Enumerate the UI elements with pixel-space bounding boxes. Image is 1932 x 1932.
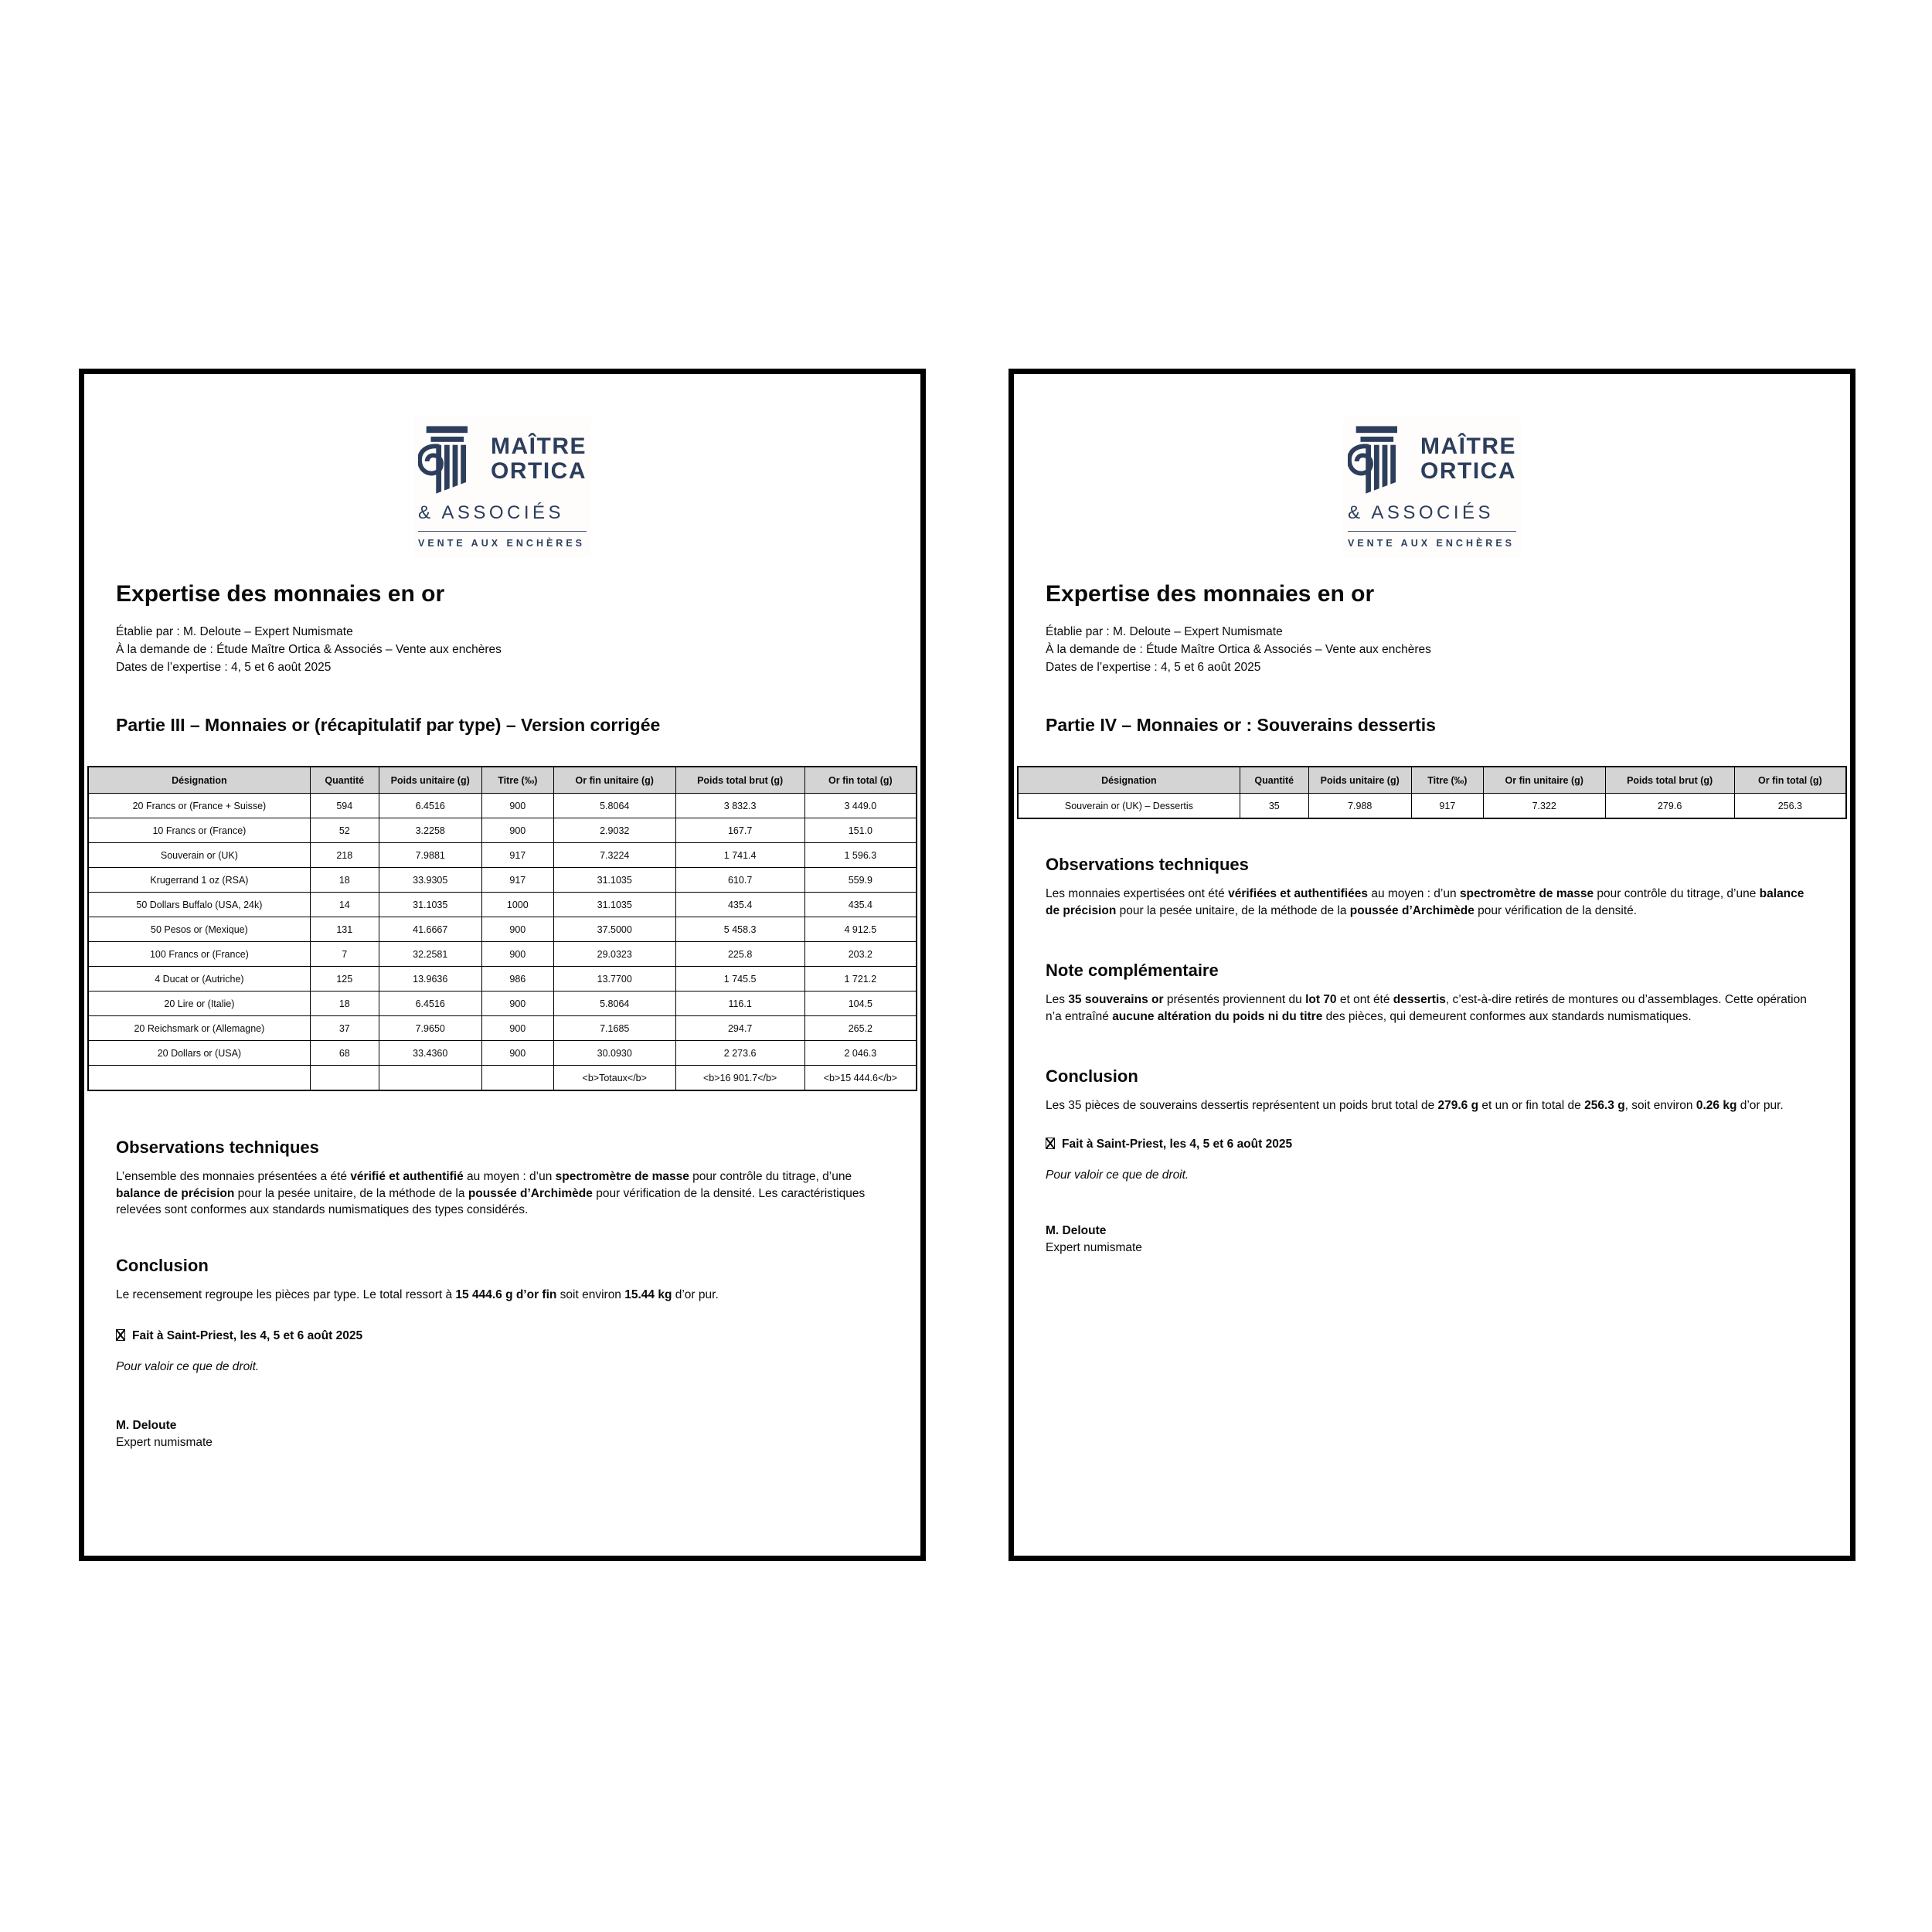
col-quantite: Quantité bbox=[310, 767, 379, 794]
table-cell: 917 bbox=[1411, 794, 1483, 819]
meta-requester: À la demande de : Étude Maître Ortica & Associés – Vente aux enchères bbox=[116, 643, 502, 656]
table-cell: 104.5 bbox=[804, 992, 917, 1016]
coin-summary-table bbox=[87, 766, 917, 1091]
table-cell: 1 745.5 bbox=[675, 967, 804, 992]
observations-heading: Observations techniques bbox=[1046, 855, 1249, 874]
table-cell: 35 bbox=[1240, 794, 1308, 819]
table-row bbox=[88, 967, 917, 992]
logo-divider bbox=[418, 531, 587, 532]
table-cell: 7.1685 bbox=[553, 1016, 675, 1041]
table-header-row bbox=[88, 767, 917, 794]
table-cell: 900 bbox=[481, 992, 553, 1016]
table-cell: 7.9650 bbox=[379, 1016, 481, 1041]
table-row bbox=[88, 843, 917, 868]
document-meta bbox=[1046, 623, 1818, 676]
missing-glyph-icon bbox=[1046, 1138, 1055, 1149]
table-cell: 10 Francs or (France) bbox=[88, 818, 310, 843]
pour-valoir-line: Pour valoir ce que de droit. bbox=[1046, 1168, 1189, 1182]
logo-name-line2: ORTICA bbox=[491, 458, 587, 485]
table-cell: 13.9636 bbox=[379, 967, 481, 992]
souverains-table bbox=[1017, 766, 1847, 819]
table-cell: 151.0 bbox=[804, 818, 917, 843]
table-cell: 610.7 bbox=[675, 868, 804, 893]
table-cell: 33.4360 bbox=[379, 1041, 481, 1066]
table-cell: 20 Lire or (Italie) bbox=[88, 992, 310, 1016]
table-cell: 2.9032 bbox=[553, 818, 675, 843]
table-cell: 116.1 bbox=[675, 992, 804, 1016]
souverains-table-wrap bbox=[1017, 766, 1847, 819]
fait-line bbox=[1046, 1138, 1818, 1151]
table-cell: 594 bbox=[310, 794, 379, 818]
column-icon bbox=[1348, 425, 1397, 499]
table-cell: 900 bbox=[481, 942, 553, 967]
table-row bbox=[88, 1041, 917, 1066]
table-cell: 18 bbox=[310, 868, 379, 893]
coin-summary-table-wrap bbox=[87, 766, 917, 1091]
table-cell: 37 bbox=[310, 1016, 379, 1041]
table-cell: <b>16 901.7</b> bbox=[675, 1066, 804, 1091]
logo-tagline: VENTE AUX ENCHÈRES bbox=[1348, 538, 1515, 549]
conclusion-paragraph: Les 35 pièces de souverains dessertis représentent un poids brut total de 279.6 g et un or fin total de 256.3 g, soit environ 0.26 kg d’or pur. bbox=[1046, 1099, 1784, 1112]
logo-name-line1: MAÎTRE bbox=[491, 434, 587, 459]
document-page-partie-4 bbox=[1009, 369, 1855, 1561]
table-cell: 7 bbox=[310, 942, 379, 967]
meta-requester: À la demande de : Étude Maître Ortica & Associés – Vente aux enchères bbox=[1046, 643, 1431, 656]
col-quantite: Quantité bbox=[1240, 767, 1308, 794]
logo-tagline: VENTE AUX ENCHÈRES bbox=[418, 538, 586, 549]
table-cell: 986 bbox=[481, 967, 553, 992]
table-cell: 41.6667 bbox=[379, 917, 481, 942]
table-cell: 900 bbox=[481, 794, 553, 818]
table-cell: 900 bbox=[481, 1041, 553, 1066]
col-or-fin-total: Or fin total (g) bbox=[1734, 767, 1846, 794]
table-cell: 225.8 bbox=[675, 942, 804, 967]
table-cell: 20 Reichsmark or (Allemagne) bbox=[88, 1016, 310, 1041]
logo-divider bbox=[1348, 531, 1516, 532]
signature-block bbox=[1046, 1223, 1818, 1257]
conclusion-heading: Conclusion bbox=[1046, 1066, 1138, 1086]
col-poids-unitaire: Poids unitaire (g) bbox=[1308, 767, 1411, 794]
col-or-fin-unitaire: Or fin unitaire (g) bbox=[553, 767, 675, 794]
table-row bbox=[88, 818, 917, 843]
table-cell: 1 741.4 bbox=[675, 843, 804, 868]
observations-paragraph: L’ensemble des monnaies présentées a été vérifié et authentifié au moyen : d’un spectromètre de masse pour contrôle du titrage, d’une balance de précision pour la pesée unitaire, de la méthode de la poussée d’Archimède pour vérification de la densité. Les caractéristiques relevées sont conformes aux standards numismatiques des types considérés. bbox=[116, 1170, 866, 1216]
col-designation: Désignation bbox=[1018, 767, 1240, 794]
document-title: Expertise des monnaies en or bbox=[116, 581, 445, 607]
table-cell: 3 449.0 bbox=[804, 794, 917, 818]
table-cell: 30.0930 bbox=[553, 1041, 675, 1066]
table-cell: 917 bbox=[481, 868, 553, 893]
table-cell: 559.9 bbox=[804, 868, 917, 893]
table-cell: 13.7700 bbox=[553, 967, 675, 992]
fait-line bbox=[116, 1329, 889, 1343]
table-cell: 29.0323 bbox=[553, 942, 675, 967]
logo-name-line3: & ASSOCIÉS bbox=[1348, 502, 1495, 523]
conclusion-paragraph: Le recensement regroupe les pièces par type. Le total ressort à 15 444.6 g d’or fin soit environ 15.44 kg d’or pur. bbox=[116, 1287, 719, 1301]
col-or-fin-total: Or fin total (g) bbox=[804, 767, 917, 794]
table-cell: Souverain or (UK) bbox=[88, 843, 310, 868]
signature-role: Expert numismate bbox=[1046, 1240, 1142, 1254]
table-cell: 50 Pesos or (Mexique) bbox=[88, 917, 310, 942]
signature-name: M. Deloute bbox=[116, 1419, 177, 1432]
note-heading: Note complémentaire bbox=[1046, 961, 1219, 980]
table-cell: 37.5000 bbox=[553, 917, 675, 942]
col-titre: Titre (‰) bbox=[481, 767, 553, 794]
document-page-partie-3 bbox=[79, 369, 926, 1561]
table-cell: 265.2 bbox=[804, 1016, 917, 1041]
table-row bbox=[1018, 794, 1846, 819]
table-cell: 2 273.6 bbox=[675, 1041, 804, 1066]
table-header-row bbox=[1018, 767, 1846, 794]
col-poids-total-brut: Poids total brut (g) bbox=[675, 767, 804, 794]
table-cell: 31.1035 bbox=[553, 893, 675, 917]
conclusion-heading: Conclusion bbox=[116, 1255, 209, 1275]
table-cell: 33.9305 bbox=[379, 868, 481, 893]
table-cell: 1 596.3 bbox=[804, 843, 917, 868]
table-cell: Krugerrand 1 oz (RSA) bbox=[88, 868, 310, 893]
table-cell: 125 bbox=[310, 967, 379, 992]
table-cell: 7.3224 bbox=[553, 843, 675, 868]
signature-role: Expert numismate bbox=[116, 1436, 213, 1449]
table-row bbox=[88, 868, 917, 893]
table-cell: 203.2 bbox=[804, 942, 917, 967]
section-heading-partie-4: Partie IV – Monnaies or : Souverains dessertis bbox=[1046, 715, 1436, 735]
table-cell bbox=[88, 1066, 310, 1091]
meta-author: Établie par : M. Deloute – Expert Numismate bbox=[1046, 625, 1283, 638]
meta-dates: Dates de l’expertise : 4, 5 et 6 août 2025 bbox=[1046, 661, 1261, 674]
col-poids-total-brut: Poids total brut (g) bbox=[1605, 767, 1734, 794]
fait-text: Fait à Saint-Priest, les 4, 5 et 6 août 2025 bbox=[132, 1329, 363, 1342]
table-cell: 900 bbox=[481, 818, 553, 843]
table-cell: 6.4516 bbox=[379, 794, 481, 818]
pour-valoir-line: Pour valoir ce que de droit. bbox=[116, 1360, 260, 1373]
logo-name-line2: ORTICA bbox=[1420, 458, 1516, 485]
table-cell: 279.6 bbox=[1605, 794, 1734, 819]
table-row bbox=[88, 1066, 917, 1091]
column-icon bbox=[418, 425, 468, 499]
observations-paragraph: Les monnaies expertisées ont été vérifiées et authentifiées au moyen : d’un spectromètre de masse pour contrôle du titrage, d’une balance de précision pour la pesée unitaire, de la méthode de la poussée d’Archimède pour vérification de la densité. bbox=[1046, 887, 1804, 917]
table-cell: 31.1035 bbox=[379, 893, 481, 917]
table-row bbox=[88, 794, 917, 818]
company-logo bbox=[413, 417, 591, 558]
table-cell: 131 bbox=[310, 917, 379, 942]
table-cell: 900 bbox=[481, 917, 553, 942]
table-cell bbox=[310, 1066, 379, 1091]
document-meta bbox=[116, 623, 889, 676]
table-cell: 32.2581 bbox=[379, 942, 481, 967]
logo-name-line3: & ASSOCIÉS bbox=[418, 502, 565, 523]
table-cell: 5.8064 bbox=[553, 992, 675, 1016]
fait-text: Fait à Saint-Priest, les 4, 5 et 6 août 2025 bbox=[1062, 1137, 1293, 1151]
table-cell: 68 bbox=[310, 1041, 379, 1066]
table-cell: 256.3 bbox=[1734, 794, 1846, 819]
col-titre: Titre (‰) bbox=[1411, 767, 1483, 794]
table-cell: 4 912.5 bbox=[804, 917, 917, 942]
table-cell: 52 bbox=[310, 818, 379, 843]
observations-heading: Observations techniques bbox=[116, 1138, 319, 1157]
table-cell: 294.7 bbox=[675, 1016, 804, 1041]
table-cell: 4 Ducat or (Autriche) bbox=[88, 967, 310, 992]
table-row bbox=[88, 942, 917, 967]
table-cell: <b>15 444.6</b> bbox=[804, 1066, 917, 1091]
table-cell: 3.2258 bbox=[379, 818, 481, 843]
table-cell: 167.7 bbox=[675, 818, 804, 843]
document-title: Expertise des monnaies en or bbox=[1046, 581, 1375, 607]
table-cell: 900 bbox=[481, 1016, 553, 1041]
table-row bbox=[88, 992, 917, 1016]
table-row bbox=[88, 917, 917, 942]
col-or-fin-unitaire: Or fin unitaire (g) bbox=[1483, 767, 1605, 794]
signature-block bbox=[116, 1417, 889, 1451]
table-cell: 50 Dollars Buffalo (USA, 24k) bbox=[88, 893, 310, 917]
company-logo bbox=[1343, 417, 1521, 558]
col-designation: Désignation bbox=[88, 767, 310, 794]
table-cell: 100 Francs or (France) bbox=[88, 942, 310, 967]
table-cell: 435.4 bbox=[804, 893, 917, 917]
table-cell: <b>Totaux</b> bbox=[553, 1066, 675, 1091]
table-row bbox=[88, 893, 917, 917]
table-cell: 7.322 bbox=[1483, 794, 1605, 819]
table-cell: 14 bbox=[310, 893, 379, 917]
table-cell: 1000 bbox=[481, 893, 553, 917]
table-cell: 18 bbox=[310, 992, 379, 1016]
table-cell: Souverain or (UK) – Dessertis bbox=[1018, 794, 1240, 819]
missing-glyph-icon bbox=[116, 1329, 125, 1341]
logo-name-line1: MAÎTRE bbox=[1420, 434, 1516, 459]
table-cell bbox=[481, 1066, 553, 1091]
table-cell: 5.8064 bbox=[553, 794, 675, 818]
table-cell: 435.4 bbox=[675, 893, 804, 917]
table-cell: 2 046.3 bbox=[804, 1041, 917, 1066]
table-cell: 3 832.3 bbox=[675, 794, 804, 818]
table-cell: 1 721.2 bbox=[804, 967, 917, 992]
signature-name: M. Deloute bbox=[1046, 1223, 1107, 1237]
col-poids-unitaire: Poids unitaire (g) bbox=[379, 767, 481, 794]
table-cell bbox=[379, 1066, 481, 1091]
table-cell: 5 458.3 bbox=[675, 917, 804, 942]
table-cell: 218 bbox=[310, 843, 379, 868]
table-cell: 20 Dollars or (USA) bbox=[88, 1041, 310, 1066]
meta-author: Établie par : M. Deloute – Expert Numismate bbox=[116, 625, 353, 638]
table-row bbox=[88, 1016, 917, 1041]
table-cell: 917 bbox=[481, 843, 553, 868]
meta-dates: Dates de l’expertise : 4, 5 et 6 août 2025 bbox=[116, 661, 332, 674]
table-cell: 7.9881 bbox=[379, 843, 481, 868]
note-paragraph: Les 35 souverains or présentés proviennent du lot 70 et ont été dessertis, c’est-à-dire retirés de montures ou d’assemblages. Cette opération n’a entraîné aucune altération du poids ni du titre des pièces, qui demeurent conformes aux standards numismatiques. bbox=[1046, 993, 1807, 1023]
table-cell: 7.988 bbox=[1308, 794, 1411, 819]
section-heading-partie-3: Partie III – Monnaies or (récapitulatif par type) – Version corrigée bbox=[116, 715, 661, 735]
table-cell: 6.4516 bbox=[379, 992, 481, 1016]
table-cell: 20 Francs or (France + Suisse) bbox=[88, 794, 310, 818]
table-cell: 31.1035 bbox=[553, 868, 675, 893]
